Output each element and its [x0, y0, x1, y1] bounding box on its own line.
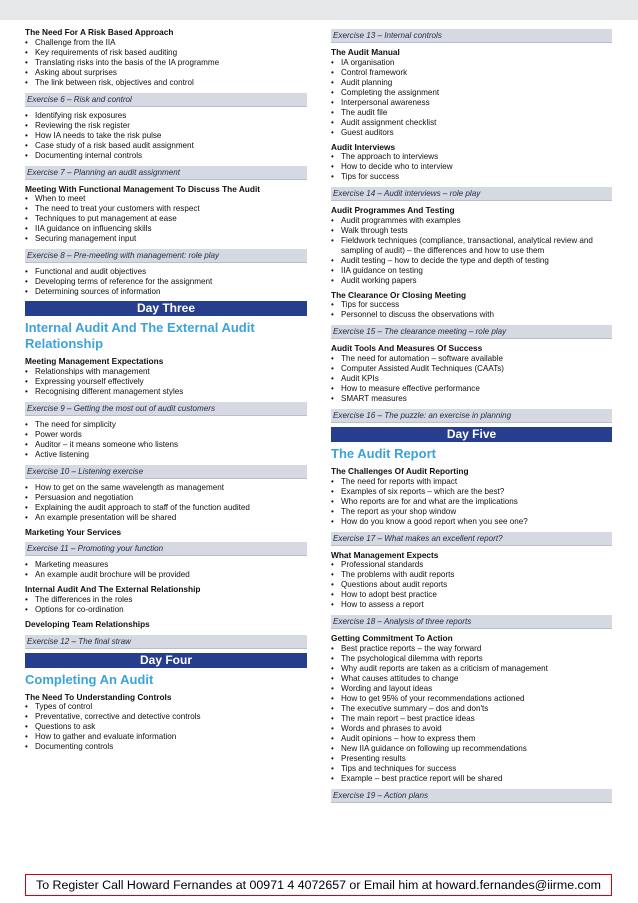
bullet-item: • The differences in the roles [25, 595, 307, 605]
subheading: The Need For A Risk Based Approach [25, 27, 174, 37]
subheading: Marketing Your Services [25, 526, 122, 537]
bullet-item: • Computer Assisted Audit Techniques (CAATs) [331, 364, 612, 374]
bullet-item: • Reviewing the risk register [25, 121, 307, 131]
bullet-item: • Examples of six reports – which are the best? [331, 487, 612, 497]
bullet-item: • SMART measures [331, 394, 612, 404]
bullet-item: • Tips and techniques for success [331, 764, 612, 774]
bullet-list [25, 483, 307, 523]
subheading: Internal Audit And The External Relationship [25, 584, 201, 595]
section-title: Internal Audit And The External Audit Relationship [25, 320, 255, 352]
right-column [331, 24, 612, 807]
bullet-item: • New IIA guidance on following up recommendations [331, 744, 612, 754]
bullet-item: • What causes attitudes to change [331, 674, 612, 684]
bullet-item: • Techniques to put management at ease [25, 214, 307, 224]
bullet-item: • Audit assignment checklist [331, 118, 612, 128]
bullet-list [331, 560, 612, 610]
bullet-item: • Documenting controls [25, 742, 307, 752]
bullet-item: • Securing management input [25, 234, 307, 244]
bullet-item: • The main report – best practice ideas [331, 714, 612, 724]
bullet-item: • Determining sources of information [25, 287, 307, 297]
bullet-item: • Options for co-ordination [25, 605, 307, 615]
bullet-item: • How to gather and evaluate information [25, 732, 307, 742]
bullet-item: • How IA needs to take the risk pulse [25, 131, 307, 141]
bullet-item: • Completing the assignment [331, 88, 612, 98]
bullet-item: • Case study of a risk based audit assignment [25, 141, 307, 151]
bullet-list [25, 420, 307, 460]
bullet-list [25, 560, 307, 580]
bullet-item: • Marketing measures [25, 560, 307, 570]
exercise-bar: Exercise 19 – Action plans [331, 789, 612, 803]
exercise-bar: Exercise 11 – Promoting your function [25, 542, 307, 556]
exercise-bar: Exercise 17 – What makes an excellent report? [331, 532, 612, 546]
section-title: Completing An Audit [25, 671, 154, 687]
day-banner: Day Five [331, 427, 612, 442]
bullet-item: • Types of control [25, 702, 307, 712]
exercise-bar: Exercise 14 – Audit interviews – role play [331, 187, 612, 201]
bullet-item: • Best practice reports – the way forward [331, 644, 612, 654]
bullet-list [331, 58, 612, 138]
subheading: The Challenges Of Audit Reporting [331, 465, 469, 476]
bullet-item: • Key requirements of risk based auditing [25, 48, 307, 58]
subheading: The Need To Understanding Controls [25, 691, 172, 702]
bullet-item: • Audit planning [331, 78, 612, 88]
bullet-item: • Why audit reports are taken as a criticism of management [331, 664, 612, 674]
bullet-item: • The need for simplicity [25, 420, 307, 430]
subheading: What Management Expects [331, 549, 439, 560]
left-column [25, 24, 307, 752]
top-strip [0, 0, 638, 20]
bullet-item: • Explaining the audit approach to staff of the function audited [25, 503, 307, 513]
bullet-list [331, 644, 612, 784]
subheading: Audit Tools And Measures Of Success [331, 343, 483, 354]
exercise-bar: Exercise 16 – The puzzle: an exercise in planning [331, 409, 612, 423]
bullet-item: • IA organisation [331, 58, 612, 68]
bullet-item: • Audit working papers [331, 276, 612, 286]
bullet-list [25, 38, 307, 88]
bullet-list [25, 267, 307, 297]
exercise-bar: Exercise 18 – Analysis of three reports [331, 615, 612, 629]
subheading: Audit Programmes And Testing [331, 205, 455, 216]
subheading: Developing Team Relationships [25, 618, 150, 629]
bullet-item: • The problems with audit reports [331, 570, 612, 580]
bullet-item: • The report as your shop window [331, 507, 612, 517]
bullet-item: • Audit programmes with examples [331, 216, 612, 226]
bullet-list [331, 300, 612, 320]
exercise-bar: Exercise 7 – Planning an audit assignment [25, 166, 307, 180]
subheading: Audit Interviews [331, 141, 396, 152]
bullet-item: • Control framework [331, 68, 612, 78]
subheading: Getting Commitment To Action [331, 633, 453, 644]
bullet-item: • When to meet [25, 194, 307, 204]
bullet-list [25, 111, 307, 161]
bullet-item: • Questions to ask [25, 722, 307, 732]
bullet-item: • Identifying risk exposures [25, 111, 307, 121]
bullet-item: • Fieldwork techniques (compliance, transactional, analytical review and sampling of audit) – the differences and how to use them [331, 236, 612, 256]
section-title: The Audit Report [331, 445, 436, 461]
bullet-item: • Translating risks into the basis of the IA programme [25, 58, 307, 68]
bullet-item: • Personnel to discuss the observations with [331, 310, 612, 320]
bullet-item: • An example audit brochure will be provided [25, 570, 307, 580]
bullet-list [25, 367, 307, 397]
bullet-item: • How do you know a good report when you see one? [331, 517, 612, 527]
registration-footer: To Register Call Howard Fernandes at 00971 4 4072657 or Email him at howard.fernandes@iirme.com [25, 874, 612, 896]
bullet-list [331, 477, 612, 527]
bullet-item: • Auditor – it means someone who listens [25, 440, 307, 450]
bullet-item: • Tips for success [331, 300, 612, 310]
bullet-item: • The psychological dilemma with reports [331, 654, 612, 664]
bullet-item: • Expressing yourself effectively [25, 377, 307, 387]
exercise-bar: Exercise 13 – Internal controls [331, 29, 612, 43]
bullet-item: • Asking about surprises [25, 68, 307, 78]
bullet-list [25, 702, 307, 752]
bullet-list [331, 216, 612, 286]
exercise-bar: Exercise 12 – The final straw [25, 635, 307, 649]
bullet-item: • How to get on the same wavelength as management [25, 483, 307, 493]
bullet-item: • Presenting results [331, 754, 612, 764]
exercise-bar: Exercise 8 – Pre-meeting with management: role play [25, 249, 307, 263]
bullet-item: • How to assess a report [331, 600, 612, 610]
bullet-item: • Developing terms of reference for the assignment [25, 277, 307, 287]
bullet-item: • An example presentation will be shared [25, 513, 307, 523]
bullet-item: • The need to treat your customers with respect [25, 204, 307, 214]
bullet-item: • Walk through tests [331, 226, 612, 236]
bullet-item: • Power words [25, 430, 307, 440]
bullet-item: • The audit file [331, 108, 612, 118]
subheading: The Clearance Or Closing Meeting [331, 289, 467, 300]
bullet-item: • Professional standards [331, 560, 612, 570]
bullet-item: • Preventative, corrective and detective controls [25, 712, 307, 722]
exercise-bar: Exercise 9 – Getting the most out of audit customers [25, 402, 307, 416]
bullet-item: • IIA guidance on testing [331, 266, 612, 276]
bullet-item: • Example – best practice report will be shared [331, 774, 612, 784]
bullet-list [331, 152, 612, 182]
bullet-item: • How to measure effective performance [331, 384, 612, 394]
subheading: Meeting Management Expectations [25, 356, 164, 367]
bullet-item: • Interpersonal awareness [331, 98, 612, 108]
exercise-bar: Exercise 6 – Risk and control [25, 93, 307, 107]
bullet-item: • The executive summary – dos and don'ts [331, 704, 612, 714]
bullet-item: • Documenting internal controls [25, 151, 307, 161]
bullet-item: • How to decide who to interview [331, 162, 612, 172]
bullet-item: • Active listening [25, 450, 307, 460]
bullet-item: • The link between risk, objectives and control [25, 78, 307, 88]
bullet-item: • Audit testing – how to decide the type and depth of testing [331, 256, 612, 266]
bullet-item: • How to adopt best practice [331, 590, 612, 600]
bullet-list [25, 194, 307, 244]
bullet-item: • Guest auditors [331, 128, 612, 138]
bullet-item: • IIA guidance on influencing skills [25, 224, 307, 234]
bullet-list [331, 354, 612, 404]
bullet-item: • Wording and layout ideas [331, 684, 612, 694]
bullet-item: • Words and phrases to avoid [331, 724, 612, 734]
bullet-item: • Questions about audit reports [331, 580, 612, 590]
bullet-list [25, 595, 307, 615]
bullet-item: • The need for reports with impact [331, 477, 612, 487]
bullet-item: • Who reports are for and what are the implications [331, 497, 612, 507]
bullet-item: • Functional and audit objectives [25, 267, 307, 277]
exercise-bar: Exercise 10 – Listening exercise [25, 465, 307, 479]
bullet-item: • Tips for success [331, 172, 612, 182]
bullet-item: • Persuasion and negotiation [25, 493, 307, 503]
bullet-item: • Challenge from the IIA [25, 38, 307, 48]
day-banner: Day Four [25, 653, 307, 668]
bullet-item: • The need for automation – software available [331, 354, 612, 364]
bullet-item: • Recognising different management styles [25, 387, 307, 397]
bullet-item: • How to get 95% of your recommendations actioned [331, 694, 612, 704]
bullet-item: • Relationships with management [25, 367, 307, 377]
bullet-item: • Audit KPIs [331, 374, 612, 384]
bullet-item: • The approach to interviews [331, 152, 612, 162]
day-banner: Day Three [25, 301, 307, 316]
subheading: Meeting With Functional Management To Discuss The Audit [25, 183, 261, 194]
subheading: The Audit Manual [331, 47, 400, 57]
bullet-item: • Audit opinions – how to express them [331, 734, 612, 744]
exercise-bar: Exercise 15 – The clearance meeting – role play [331, 325, 612, 339]
